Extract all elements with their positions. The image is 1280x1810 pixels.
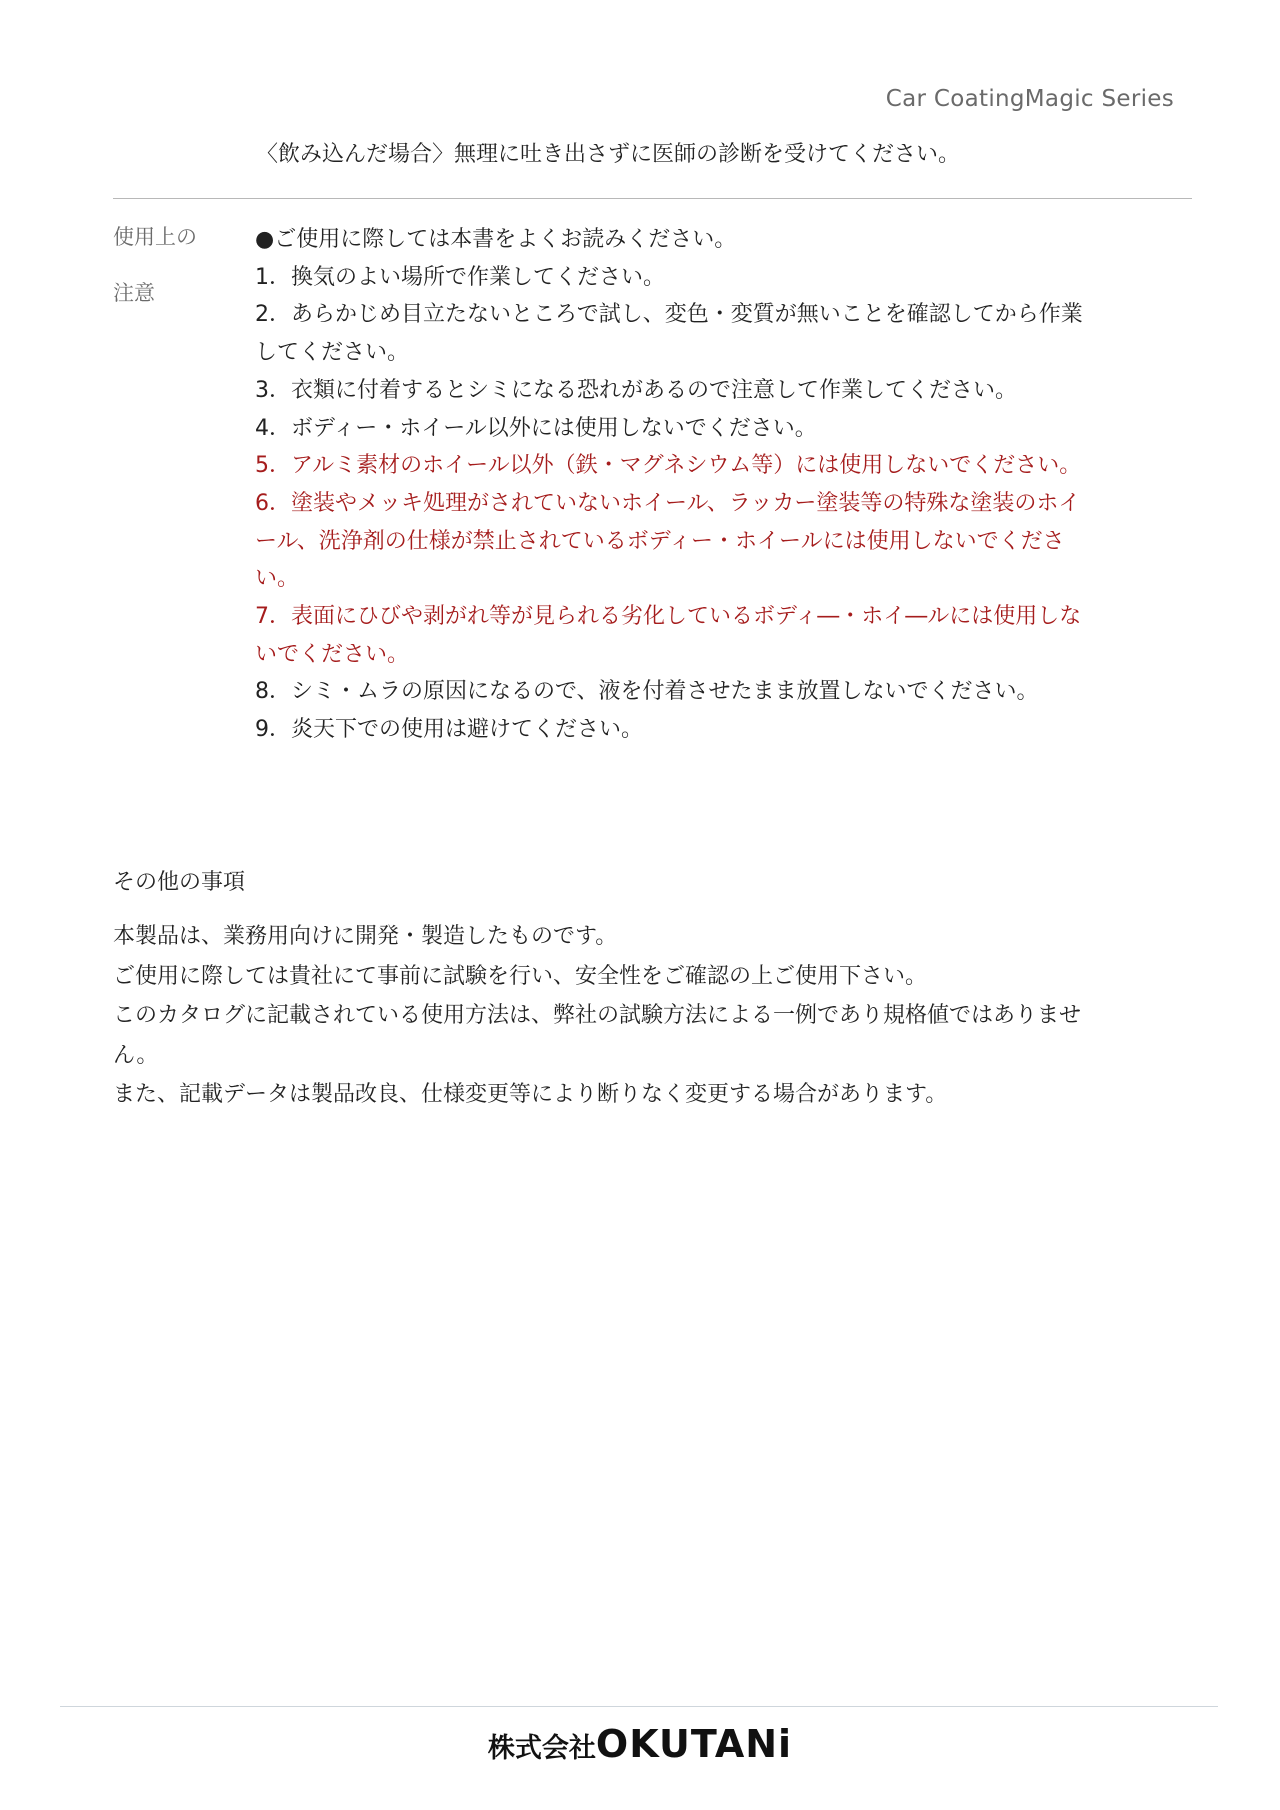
other-matters-line: 本製品は、業務用向けに開発・製造したものです。 (113, 924, 618, 949)
other-matters-line: また、記載データは製品改良、仕様変更等により断りなく変更する場合があります。 (113, 1082, 948, 1107)
caution-list (255, 221, 1245, 749)
caution-line-warning: いでください。 (255, 641, 410, 667)
other-matters-body (113, 917, 1192, 1115)
caution-line: 3．衣類に付着するとシミになる恐れがあるので注意して作業してください。 (255, 377, 1017, 403)
company-name: OKUTANi (595, 1722, 793, 1766)
series-title: Car CoatingMagic Series (885, 86, 1174, 112)
company-prefix: 株式会社 (487, 1733, 596, 1764)
caution-line: 8．シミ・ムラの原因になるので、液を付着させたまま放置しないでください。 (255, 679, 1039, 705)
caution-line: ●ご使用に際しては本書をよくお読みください。 (255, 227, 737, 252)
caution-label (113, 209, 233, 321)
caution-line-warning: ール、洗浄剤の仕様が禁止されているボディー・ホイールには使用しないでくださ (255, 528, 1065, 554)
other-matters-title: その他の事項 (113, 870, 246, 895)
caution-line-warning: い。 (255, 566, 300, 592)
caution-label-line: 使用上の (113, 225, 197, 249)
footer-divider (60, 1706, 1218, 1707)
swallow-first-aid-note: 〈飲み込んだ場合〉無理に吐き出さずに医師の診断を受けてください。 (256, 142, 961, 167)
caution-line-warning: 6．塗装やメッキ処理がされていないホイール、ラッカー塗装等の特殊な塗装のホイ (255, 490, 1081, 516)
caution-line: 4．ボディー・ホイール以外には使用しないでください。 (255, 415, 817, 441)
caution-line: してください。 (255, 340, 410, 366)
other-matters-line: ご使用に際しては貴社にて事前に試験を行い、安全性をご確認の上ご使用下さい。 (113, 963, 928, 989)
caution-line: 2．あらかじめ目立たないところで試し、変色・変質が無いことを確認してから作業 (255, 302, 1083, 328)
company-logo (0, 1722, 1280, 1766)
other-matters-line: このカタログに記載されている使用方法は、弊社の試験方法による一例であり規格値ではありませ (113, 1003, 1082, 1028)
caution-label-line: 注意 (113, 281, 155, 305)
section-divider (113, 198, 1192, 199)
caution-line: 9．炎天下での使用は避けてください。 (255, 717, 643, 743)
caution-line: 1．換気のよい場所で作業してください。 (255, 264, 665, 290)
other-matters-line: ん。 (113, 1042, 159, 1068)
caution-line-warning: 5．アルミ素材のホイール以外（鉄・マグネシウム等）には使用しないでください。 (255, 453, 1082, 479)
caution-line-warning: 7．表面にひびや剥がれ等が見られる劣化しているボディ―・ホイ―ルには使用しな (255, 604, 1082, 630)
